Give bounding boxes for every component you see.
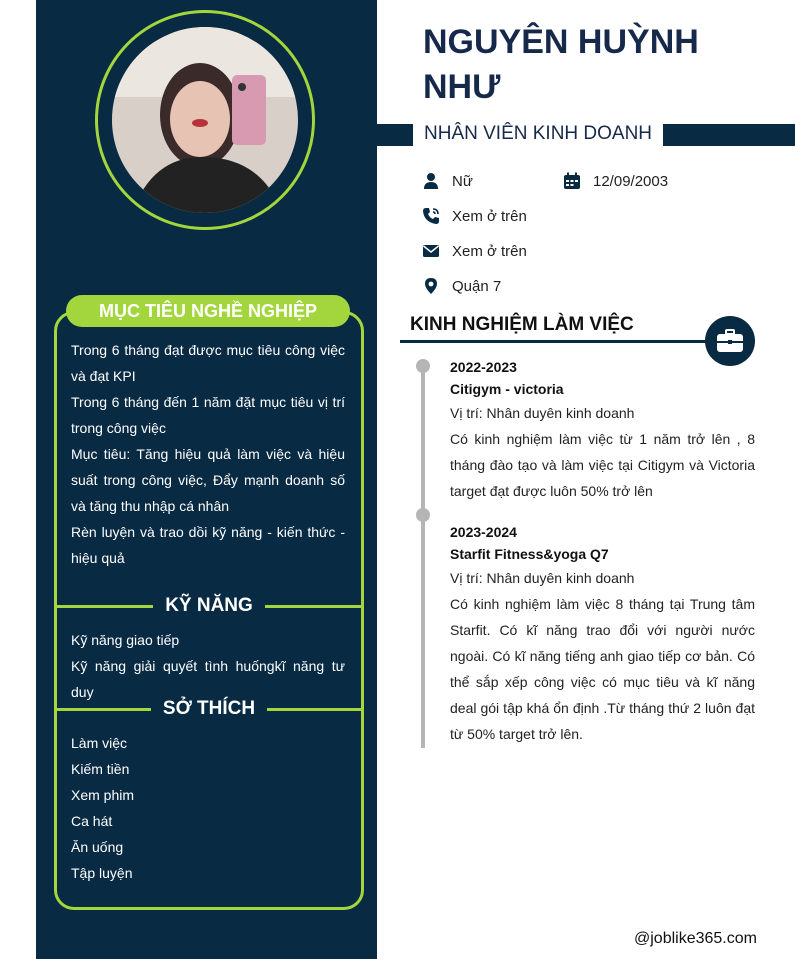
skills-heading [54,594,364,618]
experience-title: KINH NGHIỆM LÀM VIỆC [410,314,634,335]
gender-value: Nữ [452,172,473,190]
hobby-item: Kiếm tiền [71,761,130,777]
hobbies-list [71,730,345,886]
timeline-dot [416,508,430,522]
hobby-item: Ăn uống [71,839,124,855]
phone-value: Xem ở trên [452,207,527,225]
experience-entry [450,356,755,504]
footer-brand: @joblike365.com [634,930,757,947]
experience-description: Có kinh nghiệm làm việc 8 tháng tại Trung tâm Starfit. Có kĩ năng trao đổi với người nước ngoài. Có kĩ năng tiếng anh giao tiếp cơ bản. Có thể sắp xếp công việc có mục tiêu và kĩ năng deal gói tập khá ổn định .Từ tháng thứ 2 luôn đạt từ 50% target trở lên. [450,596,755,742]
birthday-row [563,170,668,192]
skill-item: Kỹ năng giải quyết tình huốngkĩ năng tư duy [71,658,345,700]
objective-item: Trong 6 tháng đến 1 năm đặt mục tiêu vị trí trong công việc [71,394,345,436]
skills-title: KỸ NĂNG [165,595,253,616]
divider [267,708,364,711]
email-row [422,240,527,262]
divider [54,605,153,608]
hobby-item: Làm việc [71,735,128,751]
candidate-name: NGUYÊN HUỲNH NHƯ [423,23,699,106]
experience-position: Vị trí: Nhân duyên kinh doanh [450,570,635,586]
timeline-line [421,366,425,748]
hobby-item: Tập luyện [71,865,133,881]
experience-position: Vị trí: Nhân duyên kinh doanh [450,405,635,421]
objective-item: Trong 6 tháng đạt được mục tiêu công việc và đạt KPI [71,342,345,384]
divider [54,708,151,711]
objective-item: Rèn luyện và trao dồi kỹ năng - kiến thức - hiệu quả [71,524,345,566]
objective-item: Mục tiêu: Tăng hiệu quả làm việc và hiệu suất trong công việc, Đẩy mạnh doanh số và tăng thu nhập cá nhân [71,446,345,514]
hobbies-heading [54,697,364,721]
calendar-icon [563,172,581,190]
role-bar-decoration [377,124,413,146]
experience-period: 2022-2023 [450,359,517,375]
experience-period: 2023-2024 [450,524,517,540]
timeline-dot [416,359,430,373]
hobbies-title: SỞ THÍCH [162,698,256,719]
avatar-frame [95,10,315,230]
divider [265,605,364,608]
birthday-value: 12/09/2003 [593,172,669,190]
avatar [112,27,298,213]
phone-row [422,205,527,227]
hobby-item: Xem phim [71,787,135,803]
skill-item: Kỹ năng giao tiếp [71,632,180,648]
skills-list [71,627,345,705]
address-value: Quận 7 [452,277,502,295]
phone-icon [422,207,440,225]
experience-entry [450,521,755,747]
envelope-icon [422,242,440,260]
experience-description: Có kinh nghiệm làm việc từ 1 năm trở lên , 8 tháng đào tạo và làm việc tại Citigym và Victoria target đạt được luôn 50% trở lên [450,431,755,499]
experience-company: Starfit Fitness&yoga Q7 [450,546,609,562]
gender-row [422,170,473,192]
experience-divider [400,340,710,343]
location-pin-icon [422,277,440,295]
role-bar-decoration [663,124,795,146]
objective-title: MỤC TIÊU NGHỀ NGHIỆP [66,295,350,327]
experience-company: Citigym - victoria [450,381,564,397]
user-icon [422,172,440,190]
address-row [422,275,501,297]
job-title: NHÂN VIÊN KINH DOANH [424,123,653,144]
hobby-item: Ca hát [71,813,113,829]
objective-list [71,337,345,571]
email-value: Xem ở trên [452,242,527,260]
